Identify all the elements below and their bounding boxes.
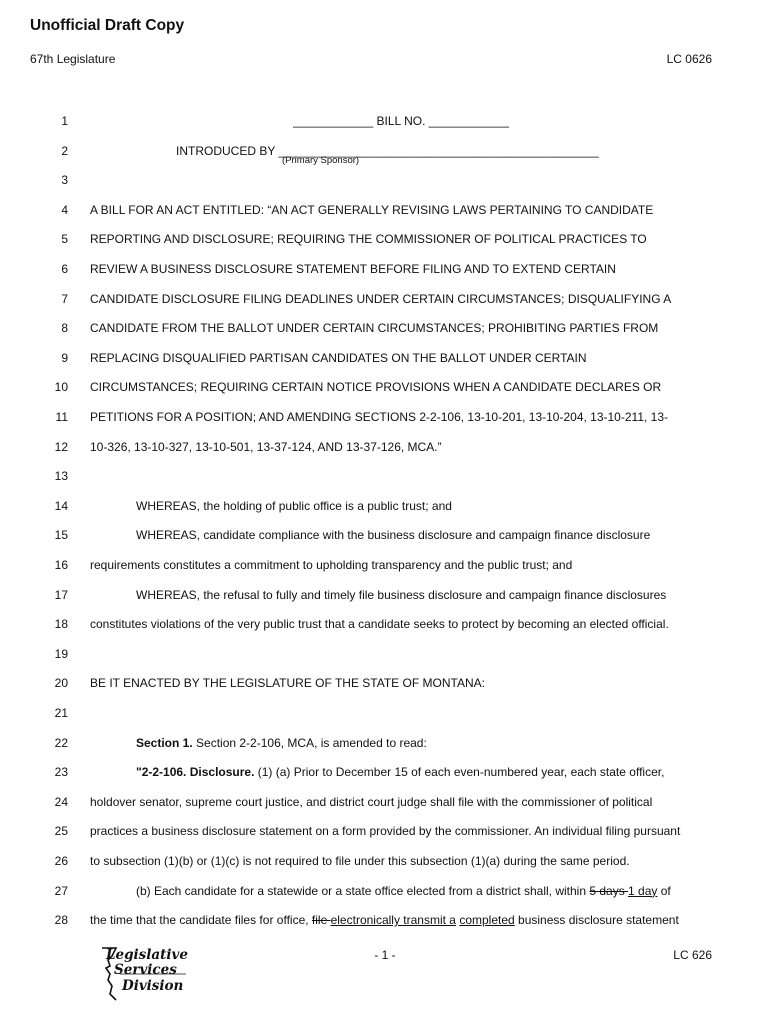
line-number: 20 [54, 676, 68, 691]
footer-lc-number: LC 626 [673, 948, 712, 962]
bill-line [0, 203, 770, 223]
bill-line [0, 528, 770, 548]
line-number: 13 [54, 469, 68, 484]
bill-line [0, 232, 770, 252]
text-run: WHEREAS, candidate compliance with the business disclosure and campaign finance disclosure [136, 528, 651, 543]
bill-line [0, 588, 770, 608]
bill-line [0, 676, 770, 696]
bill-line [0, 706, 770, 726]
legislature-session: 67th Legislature [30, 52, 116, 66]
line-number: 27 [54, 883, 68, 898]
text-run: (1) (a) Prior to December 15 of each even-numbered year, each state officer, [254, 765, 665, 780]
line-number: 6 [61, 262, 68, 276]
line-number: 19 [54, 646, 68, 661]
line-number: 8 [61, 321, 68, 336]
line-text [90, 410, 712, 424]
line-text [90, 292, 712, 306]
deleted-text: 5 days [589, 883, 629, 898]
bill-line [0, 144, 770, 164]
line-text [136, 884, 712, 898]
bill-line [0, 884, 770, 904]
logo-word-division: Division [122, 978, 184, 994]
lc-number: LC 0626 [666, 52, 712, 66]
line-text [90, 795, 712, 809]
line-number: 22 [54, 735, 68, 750]
text-run: REPORTING AND DISCLOSURE; REQUIRING THE COMMISSIONER OF POLITICAL PRACTICES TO [90, 232, 647, 247]
bill-line [0, 617, 770, 637]
text-run: ____________ BILL NO. ____________ [293, 114, 509, 128]
deleted-text: file [311, 913, 331, 928]
bill-line [0, 795, 770, 815]
line-number: 3 [61, 173, 68, 188]
line-text [90, 321, 712, 335]
bill-line [0, 499, 770, 519]
logo-word-legislative: Legislative [106, 947, 188, 963]
text-run: to subsection (1)(b) or (1)(c) is not required to file under this subsection (1)(a) during the same period. [90, 854, 630, 868]
text-run: of [657, 883, 671, 898]
line-text [90, 558, 712, 572]
line-number: 17 [54, 587, 68, 602]
line-number: 25 [54, 824, 68, 839]
line-number: 24 [54, 794, 68, 809]
text-run: holdover senator, supreme court justice, and district court judge shall file with the commissioner of political [90, 794, 653, 809]
logo-word-services: Services [114, 962, 177, 978]
text-run: REPLACING DISQUALIFIED PARTISAN CANDIDATES ON THE BALLOT UNDER CERTAIN [90, 350, 587, 365]
line-number: 1 [61, 114, 68, 128]
bill-line [0, 647, 770, 667]
line-text [90, 913, 712, 927]
text-run: A BILL FOR AN ACT ENTITLED: “AN ACT GENERALLY REVISING LAWS PERTAINING TO CANDIDATE [90, 202, 654, 217]
line-number: 26 [54, 854, 68, 868]
line-text [136, 588, 712, 602]
line-text [90, 203, 712, 217]
bill-line [0, 736, 770, 756]
page-number: - 1 - [374, 948, 396, 962]
line-text [90, 232, 712, 246]
bill-line [0, 824, 770, 844]
line-text [136, 499, 712, 513]
primary-sponsor-note: (Primary Sponsor) [282, 155, 360, 166]
inserted-text: completed [459, 913, 515, 928]
line-text [136, 528, 712, 542]
text-run: REVIEW A BUSINESS DISCLOSURE STATEMENT BEFORE FILING AND TO EXTEND CERTAIN [90, 262, 616, 276]
line-number: 7 [61, 291, 68, 306]
line-number: 2 [61, 143, 68, 158]
legislative-services-logo [98, 944, 190, 1002]
text-run: PETITIONS FOR A POSITION; AND AMENDING SECTIONS 2-2-106, 13-10-201, 13-10-204, 13-10-211, 13- [90, 410, 668, 424]
text-run: 10-326, 13-10-327, 13-10-501, 13-37-124, AND 13-37-126, MCA.” [90, 439, 442, 454]
bill-line [0, 854, 770, 874]
text-run: WHEREAS, the refusal to fully and timely file business disclosure and campaign finance disclosures [136, 587, 667, 602]
line-text [90, 380, 712, 394]
line-number: 5 [61, 232, 68, 247]
line-number: 18 [54, 617, 68, 632]
text-run: CANDIDATE DISCLOSURE FILING DEADLINES UNDER CERTAIN CIRCUMSTANCES; DISQUALIFYING A [90, 291, 672, 306]
line-text [136, 765, 712, 779]
line-text [90, 440, 712, 454]
line-number: 11 [55, 410, 68, 424]
line-text [90, 617, 712, 631]
line-number: 14 [54, 498, 68, 513]
bill-line [0, 321, 770, 341]
line-number: 9 [61, 350, 68, 365]
bill-line [0, 558, 770, 578]
line-number: 15 [54, 528, 68, 543]
text-run: "2-2-106. Disclosure. [136, 765, 255, 780]
line-number: 16 [54, 558, 68, 572]
line-number: 10 [54, 380, 68, 395]
text-run: Section 2-2-106, MCA, is amended to read: [192, 735, 427, 750]
inserted-text: 1 day [628, 883, 658, 898]
draft-title: Unofficial Draft Copy [30, 17, 185, 34]
line-number: 4 [61, 202, 68, 217]
bill-line [0, 351, 770, 371]
text-run: constitutes violations of the very public trust that a candidate seeks to protect by becoming an elected official. [90, 617, 669, 632]
inserted-text: electronically transmit a [330, 913, 456, 928]
text-run: the time that the candidate files for office, [90, 913, 312, 928]
line-text [136, 736, 712, 750]
text-run: BE IT ENACTED BY THE LEGISLATURE OF THE STATE OF MONTANA: [90, 676, 485, 691]
text-run: Section 1. [136, 735, 193, 750]
line-text [90, 262, 712, 276]
text-run: WHEREAS, the holding of public office is a public trust; and [136, 498, 452, 513]
line-text [90, 114, 712, 128]
text-run: INTRODUCED BY ________________________________________________ [176, 143, 599, 158]
bill-line [0, 380, 770, 400]
text-run: practices a business disclosure statement on a form provided by the commissioner. An individual filing pursuant [90, 824, 681, 839]
bill-line [0, 173, 770, 193]
line-text [176, 144, 712, 158]
bill-line [0, 913, 770, 933]
bill-line [0, 262, 770, 282]
line-number: 21 [54, 706, 68, 720]
line-text [90, 824, 712, 838]
bill-line [0, 765, 770, 785]
bill-line [0, 410, 770, 430]
line-number: 23 [54, 765, 68, 780]
bill-line [0, 114, 770, 134]
text-run: requirements constitutes a commitment to upholding transparency and the public trust; and [90, 558, 573, 572]
bill-line [0, 469, 770, 489]
line-number: 28 [54, 913, 68, 928]
line-text [90, 351, 712, 365]
line-number: 12 [54, 439, 68, 454]
text-run: CANDIDATE FROM THE BALLOT UNDER CERTAIN CIRCUMSTANCES; PROHIBITING PARTIES FROM [90, 321, 659, 336]
line-text [90, 854, 712, 868]
text-run: (b) Each candidate for a statewide or a state office elected from a district shall, within [136, 883, 590, 898]
line-text [90, 676, 712, 690]
bill-line [0, 440, 770, 460]
text-run: CIRCUMSTANCES; REQUIRING CERTAIN NOTICE PROVISIONS WHEN A CANDIDATE DECLARES OR [90, 380, 662, 395]
bill-line [0, 292, 770, 312]
text-run: business disclosure statement [514, 913, 679, 928]
